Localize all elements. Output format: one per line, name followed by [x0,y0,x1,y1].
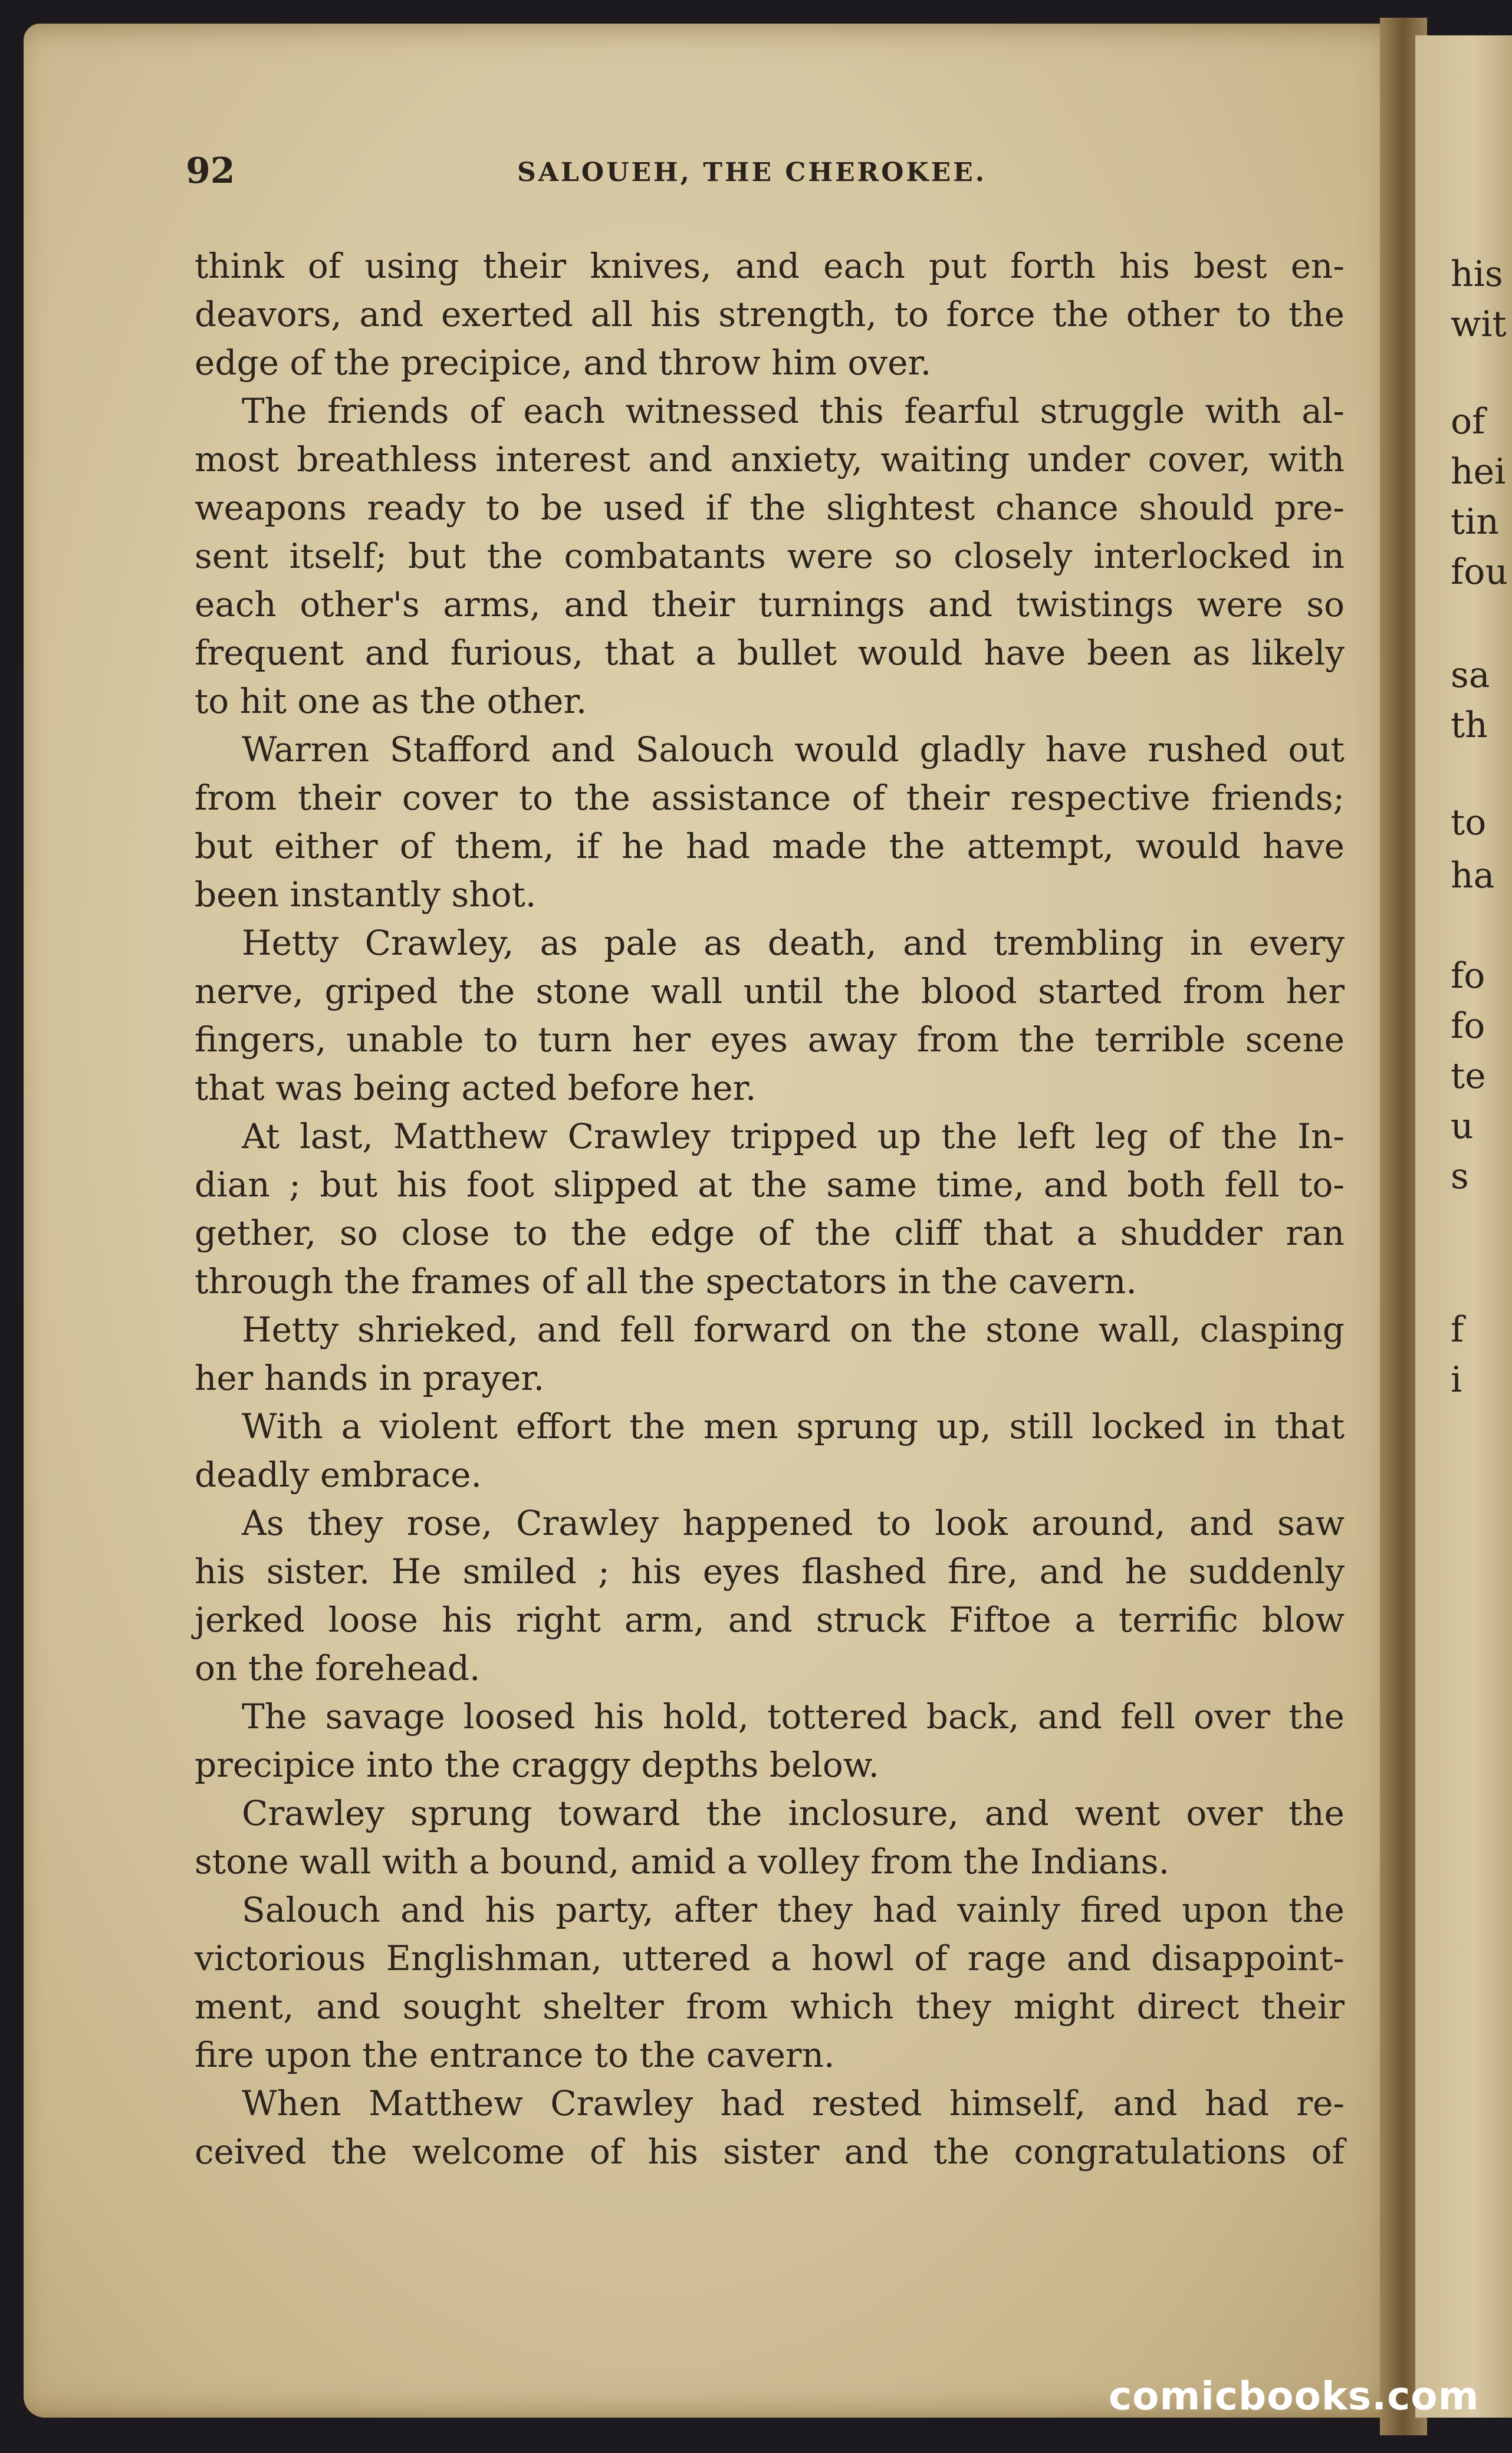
text-line: Hetty shrieked, and fell forward on the stone wall, clasping [242,1310,1345,1350]
text-line: deadly embrace. [195,1455,482,1495]
right-page-fragment: ha [1451,855,1495,896]
page-number: 92 [186,150,235,192]
right-page-fragment: wit [1451,304,1507,345]
text-line: When Matthew Crawley had rested himself, and had re- [242,2083,1345,2123]
text-line: With a violent effort the men sprung up, still locked in that [242,1406,1345,1446]
text-line: stone wall with a bound, amid a volley from the Indians. [195,1842,1169,1882]
text-line: nerve, griped the stone wall until the blood started from her [195,971,1345,1011]
text-line: through the frames of all the spectators in the cavern. [195,1261,1137,1301]
site-watermark: comicbooks.com [1109,2373,1480,2419]
right-page-fragment: i [1451,1359,1462,1400]
text-line: Hetty Crawley, as pale as death, and trembling in every [242,923,1345,963]
right-page-fragment: his [1451,254,1503,295]
text-line: The savage loosed his hold, tottered back, and fell over the [242,1696,1345,1737]
text-line: deavors, and exerted all his strength, to force the other to the [195,294,1345,334]
text-line: fire upon the entrance to the cavern. [195,2035,835,2075]
right-page-edge [1415,35,1512,2418]
text-line: but either of them, if he had made the attempt, would have [195,826,1345,866]
text-line: from their cover to the assistance of their respective friends; [195,778,1345,818]
text-line: The friends of each witnessed this fearful struggle with al- [242,391,1345,431]
right-page-fragment: hei [1451,451,1506,492]
text-line: victorious Englishman, uttered a howl of rage and disappoint- [195,1938,1345,1978]
text-line: precipice into the craggy depths below. [195,1745,879,1785]
text-line: that was being acted before her. [195,1068,757,1108]
text-line: ment, and sought shelter from which they might direct their [195,1987,1345,2027]
text-line: edge of the precipice, and throw him over. [195,343,932,383]
text-line: on the forehead. [195,1648,481,1688]
text-line: Salouch and his party, after they had vainly fired upon the [242,1890,1345,1930]
right-page-fragment: sa [1451,655,1490,696]
right-page-fragment: fo [1451,955,1485,997]
text-line: sent itself; but the combatants were so closely interlocked in [195,536,1345,576]
text-line: frequent and furious, that a bullet would have been as likely [195,633,1345,673]
text-line: to hit one as the other. [195,681,587,721]
right-page-fragment: th [1451,705,1488,746]
text-line: Warren Stafford and Salouch would gladly have rushed out [242,729,1345,770]
right-page-fragment: fou [1451,551,1508,593]
right-page-fragment: te [1451,1055,1486,1097]
right-page-fragment: fo [1451,1005,1485,1047]
text-line: As they rose, Crawley happened to look around, and saw [242,1503,1345,1543]
text-line: think of using their knives, and each put forth his best en- [195,246,1345,286]
right-page-fragment: u [1451,1106,1474,1147]
text-line: each other's arms, and their turnings and twistings were so [195,584,1345,624]
text-line: fingers, unable to turn her eyes away from the terrible scene [195,1020,1345,1060]
text-line: jerked loose his right arm, and struck Fiftoe a terrific blow [195,1600,1345,1640]
right-page-fragment: of [1451,401,1485,442]
text-line: At last, Matthew Crawley tripped up the left leg of the In- [242,1116,1345,1156]
text-line: her hands in prayer. [195,1358,545,1398]
running-title: SALOUEH, THE CHEROKEE. [517,157,987,188]
text-line: Crawley sprung toward the inclosure, and went over the [242,1793,1345,1833]
text-line: most breathless interest and anxiety, waiting under cover, with [195,439,1345,479]
text-line: gether, so close to the edge of the cliff that a shudder ran [195,1213,1345,1253]
right-page-fragment: s [1451,1156,1469,1197]
text-line: his sister. He smiled ; his eyes flashed fire, and he suddenly [195,1551,1345,1592]
text-line: weapons ready to be used if the slightest chance should pre- [195,488,1345,528]
body-text [195,242,1345,2176]
right-page-fragment: to [1451,802,1487,843]
right-page-fragment: tin [1451,501,1499,542]
text-line: been instantly shot. [195,874,537,915]
text-line: dian ; but his foot slipped at the same time, and both fell to- [195,1165,1345,1205]
text-line: ceived the welcome of his sister and the congratulations of [195,2132,1345,2172]
right-page-fragment: f [1451,1309,1464,1350]
